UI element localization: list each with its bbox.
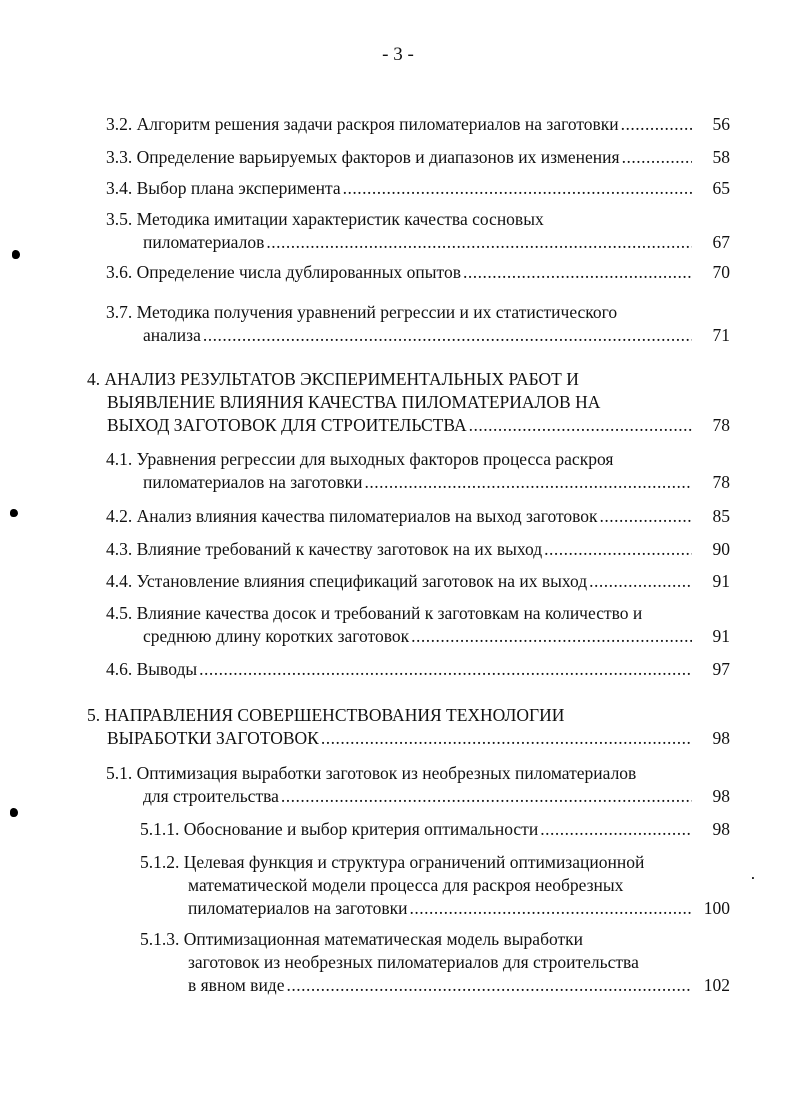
toc-entry-4-5[interactable] bbox=[106, 602, 730, 648]
entry-number: 3.6. bbox=[106, 262, 133, 282]
scan-mark bbox=[12, 250, 20, 259]
entry-page: 91 bbox=[712, 626, 730, 646]
leader-dots bbox=[600, 505, 692, 528]
entry-page: 98 bbox=[712, 728, 730, 748]
leader-dots bbox=[266, 231, 692, 254]
entry-number: 5. bbox=[87, 705, 101, 725]
entry-title-line2: математической модели процесса для раскроя необрезных bbox=[188, 875, 624, 895]
leader-dots bbox=[321, 727, 692, 750]
entry-page: 98 bbox=[712, 819, 730, 839]
toc-entry-4-6[interactable] bbox=[106, 658, 730, 681]
entry-number: 5.1.3. bbox=[140, 929, 180, 949]
entry-page: 71 bbox=[712, 325, 730, 345]
entry-title-line1: НАПРАВЛЕНИЯ СОВЕРШЕНСТВОВАНИЯ ТЕХНОЛОГИИ bbox=[104, 705, 565, 725]
scan-mark bbox=[10, 509, 18, 517]
toc-entry-4-1[interactable] bbox=[106, 448, 730, 494]
leader-dots bbox=[469, 414, 692, 437]
entry-number: 4.2. bbox=[106, 506, 133, 526]
leader-dots bbox=[540, 818, 692, 841]
entry-title: Анализ влияния качества пиломатериалов на выход заготовок bbox=[136, 506, 598, 526]
entry-page: 100 bbox=[703, 898, 730, 918]
toc-entry-5-1-1[interactable] bbox=[140, 818, 730, 841]
entry-title-line1: Методика имитации характеристик качества сосновых bbox=[136, 209, 544, 229]
entry-page: 70 bbox=[712, 262, 730, 282]
entry-title-line1: Оптимизация выработки заготовок из необрезных пиломатериалов bbox=[136, 763, 637, 783]
toc-entry-3-5[interactable] bbox=[106, 208, 730, 254]
entry-number: 5.1. bbox=[106, 763, 133, 783]
entry-number: 3.7. bbox=[106, 302, 133, 322]
toc-entry-3-7[interactable] bbox=[106, 301, 730, 347]
entry-title-line1: Целевая функция и структура ограничений оптимизационной bbox=[183, 852, 645, 872]
toc-entry-3-4[interactable] bbox=[106, 177, 730, 200]
leader-dots bbox=[463, 261, 692, 284]
entry-number: 3.4. bbox=[106, 178, 133, 198]
entry-page: 97 bbox=[712, 659, 730, 679]
entry-page: 78 bbox=[712, 472, 730, 492]
entry-page: 67 bbox=[712, 232, 730, 252]
entry-number: 4.3. bbox=[106, 539, 133, 559]
toc-entry-3-3[interactable] bbox=[106, 146, 730, 169]
leader-dots bbox=[409, 897, 692, 920]
entry-title-line2: пиломатериалов на заготовки bbox=[143, 472, 363, 492]
entry-title-line2: пиломатериалов bbox=[143, 232, 265, 252]
toc-entry-5-1-2[interactable] bbox=[140, 851, 730, 920]
entry-number: 4.5. bbox=[106, 603, 133, 623]
toc-entry-3-6[interactable] bbox=[106, 261, 730, 284]
entry-title-line2: ВЫРАБОТКИ ЗАГОТОВОК bbox=[107, 728, 319, 748]
entry-number: 4.6. bbox=[106, 659, 133, 679]
toc-entry-5-1[interactable] bbox=[106, 762, 730, 808]
leader-dots bbox=[622, 146, 692, 169]
entry-number: 4. bbox=[87, 369, 101, 389]
page-number: - 3 - bbox=[382, 44, 414, 65]
entry-title: Алгоритм решения задачи раскроя пиломатериалов на заготовки bbox=[136, 114, 619, 134]
toc-entry-3-2[interactable] bbox=[106, 113, 730, 136]
entry-page: 58 bbox=[712, 147, 730, 167]
entry-title-line1: Уравнения регрессии для выходных факторов процесса раскроя bbox=[136, 449, 614, 469]
entry-page: 98 bbox=[712, 786, 730, 806]
leader-dots bbox=[364, 471, 692, 494]
entry-title: Выводы bbox=[136, 659, 198, 679]
toc-entry-4-3[interactable] bbox=[106, 538, 730, 561]
entry-title-line3: ВЫХОД ЗАГОТОВОК ДЛЯ СТРОИТЕЛЬСТВА bbox=[107, 415, 467, 435]
entry-page: 65 bbox=[712, 178, 730, 198]
entry-title-line1: АНАЛИЗ РЕЗУЛЬТАТОВ ЭКСПЕРИМЕНТАЛЬНЫХ РАБОТ И bbox=[104, 369, 579, 389]
entry-title-line2: среднюю длину коротких заготовок bbox=[143, 626, 410, 646]
entry-number: 3.5. bbox=[106, 209, 133, 229]
leader-dots bbox=[203, 324, 692, 347]
scan-mark bbox=[10, 808, 18, 817]
leader-dots bbox=[343, 177, 692, 200]
entry-title: Определение варьируемых факторов и диапазонов их изменения bbox=[136, 147, 620, 167]
scan-speck bbox=[752, 877, 754, 879]
toc-entry-4-4[interactable] bbox=[106, 570, 730, 593]
leader-dots bbox=[621, 113, 692, 136]
leader-dots bbox=[199, 658, 692, 681]
entry-number: 4.4. bbox=[106, 571, 133, 591]
entry-title-line2: для строительства bbox=[143, 786, 279, 806]
entry-title-line3: пиломатериалов на заготовки bbox=[188, 898, 408, 918]
entry-number: 3.2. bbox=[106, 114, 133, 134]
leader-dots bbox=[589, 570, 692, 593]
entry-page: 78 bbox=[712, 415, 730, 435]
entry-title: Установление влияния спецификаций заготовок на их выход bbox=[136, 571, 588, 591]
toc-entry-4-2[interactable] bbox=[106, 505, 730, 528]
leader-dots bbox=[544, 538, 692, 561]
entry-title-line1: Влияние качества досок и требований к заготовкам на количество и bbox=[136, 603, 643, 623]
toc-entry-5[interactable] bbox=[87, 704, 730, 750]
entry-title-line1: Оптимизационная математическая модель выработки bbox=[183, 929, 584, 949]
entry-title-line2: заготовок из необрезных пиломатериалов для строительства bbox=[188, 952, 639, 972]
entry-number: 4.1. bbox=[106, 449, 133, 469]
toc-entry-5-1-3[interactable] bbox=[140, 928, 730, 997]
entry-title-line2: ВЫЯВЛЕНИЕ ВЛИЯНИЯ КАЧЕСТВА ПИЛОМАТЕРИАЛОВ НА bbox=[107, 392, 601, 412]
toc-entry-4[interactable] bbox=[87, 368, 730, 437]
entry-page: 102 bbox=[703, 975, 730, 995]
entry-title: Влияние требований к качеству заготовок на их выход bbox=[136, 539, 543, 559]
entry-title-line2: анализа bbox=[143, 325, 201, 345]
entry-title: Выбор плана эксперимента bbox=[136, 178, 341, 198]
leader-dots bbox=[281, 785, 692, 808]
leader-dots bbox=[411, 625, 692, 648]
entry-number: 3.3. bbox=[106, 147, 133, 167]
entry-page: 85 bbox=[712, 506, 730, 526]
entry-title-line1: Методика получения уравнений регрессии и их статистического bbox=[136, 302, 618, 322]
entry-page: 91 bbox=[712, 571, 730, 591]
entry-number: 5.1.2. bbox=[140, 852, 180, 872]
entry-title-line3: в явном виде bbox=[188, 975, 285, 995]
entry-number: 5.1.1. bbox=[140, 819, 180, 839]
entry-title: Определение числа дублированных опытов bbox=[136, 262, 461, 282]
entry-page: 56 bbox=[712, 114, 730, 134]
entry-page: 90 bbox=[712, 539, 730, 559]
leader-dots bbox=[286, 974, 692, 997]
entry-title: Обоснование и выбор критерия оптимальности bbox=[183, 819, 539, 839]
